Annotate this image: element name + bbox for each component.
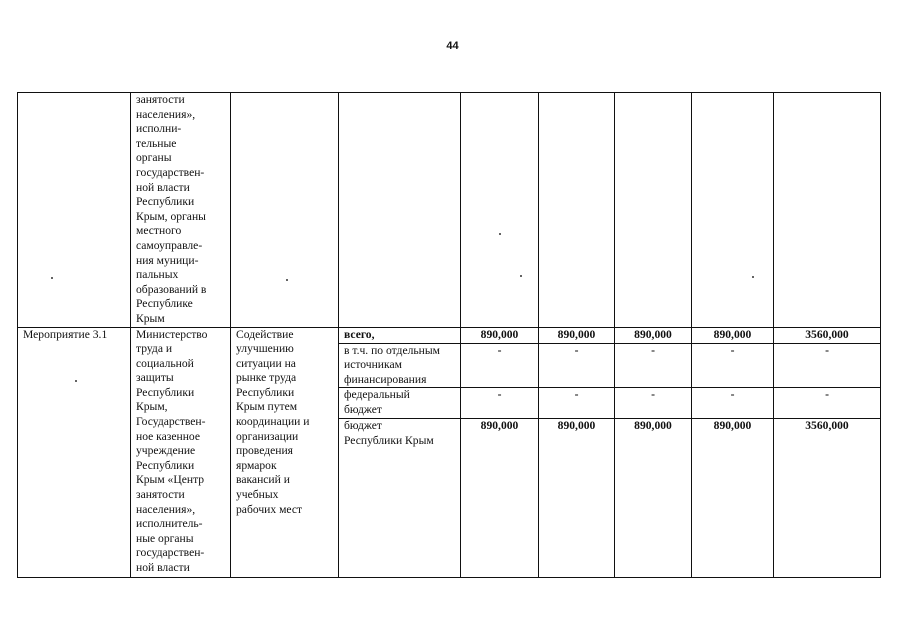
- continuation-description-cell: [231, 93, 339, 328]
- continuation-executor-cell: занятости населения», исполни- тельные органы государствен- ной власти Республики Крым, органы местного самоуправле- ния муници- пальных образований в Республике Крым: [131, 93, 231, 328]
- scan-speck: [520, 275, 522, 277]
- funding-value: -: [774, 343, 881, 388]
- funding-value: -: [692, 343, 774, 388]
- funding-source: бюджет Республики Крым: [339, 419, 461, 578]
- funding-value: 890,000: [615, 327, 692, 343]
- funding-value: 890,000: [539, 327, 615, 343]
- funding-source: федеральный бюджет: [339, 388, 461, 419]
- program-measures-table: [17, 92, 881, 578]
- continuation-value-cell-1: [461, 93, 539, 328]
- funding-value: 890,000: [692, 419, 774, 578]
- continuation-value-cell-2: [539, 93, 615, 328]
- scan-speck: [51, 277, 53, 279]
- scan-speck: [286, 279, 288, 281]
- funding-value: -: [615, 343, 692, 388]
- funding-value: -: [461, 388, 539, 419]
- funding-source: в т.ч. по отдельным источникам финансирования: [339, 343, 461, 388]
- measure-name: Мероприятие 3.1: [23, 327, 108, 341]
- continuation-value-cell-4: [692, 93, 774, 328]
- scan-speck: [752, 276, 754, 278]
- funding-value: -: [692, 388, 774, 419]
- continuation-value-cell-3: [615, 93, 692, 328]
- funding-value: 890,000: [461, 327, 539, 343]
- funding-value: -: [539, 388, 615, 419]
- measure-name-cell: [18, 327, 131, 578]
- continuation-row: [18, 93, 881, 328]
- funding-value: -: [461, 343, 539, 388]
- continuation-value-cell-5: [774, 93, 881, 328]
- measure-description-cell: Содействие улучшению ситуации на рынке труда Республики Крым путем координации и организации проведения ярмарок вакансий и учебных рабочих мест: [231, 327, 339, 578]
- funding-value: -: [615, 388, 692, 419]
- funding-value: 3560,000: [774, 327, 881, 343]
- scan-speck: [75, 380, 77, 382]
- funding-source: всего,: [339, 327, 461, 343]
- continuation-source-cell: [339, 93, 461, 328]
- funding-value: 890,000: [615, 419, 692, 578]
- funding-value: 890,000: [539, 419, 615, 578]
- funding-row-total: [18, 327, 881, 343]
- measure-executor-cell: Министерство труда и социальной защиты Республики Крым, Государствен- ное казенное учреждение Республики Крым «Центр занятости населения», исполнитель- ные органы государствен- ной власти: [131, 327, 231, 578]
- funding-value: 890,000: [692, 327, 774, 343]
- scan-speck: [499, 233, 501, 235]
- continuation-name-cell: [18, 93, 131, 328]
- funding-value: 890,000: [461, 419, 539, 578]
- funding-value: -: [539, 343, 615, 388]
- funding-value: 3560,000: [774, 419, 881, 578]
- funding-value: -: [774, 388, 881, 419]
- page-number: 44: [446, 40, 459, 52]
